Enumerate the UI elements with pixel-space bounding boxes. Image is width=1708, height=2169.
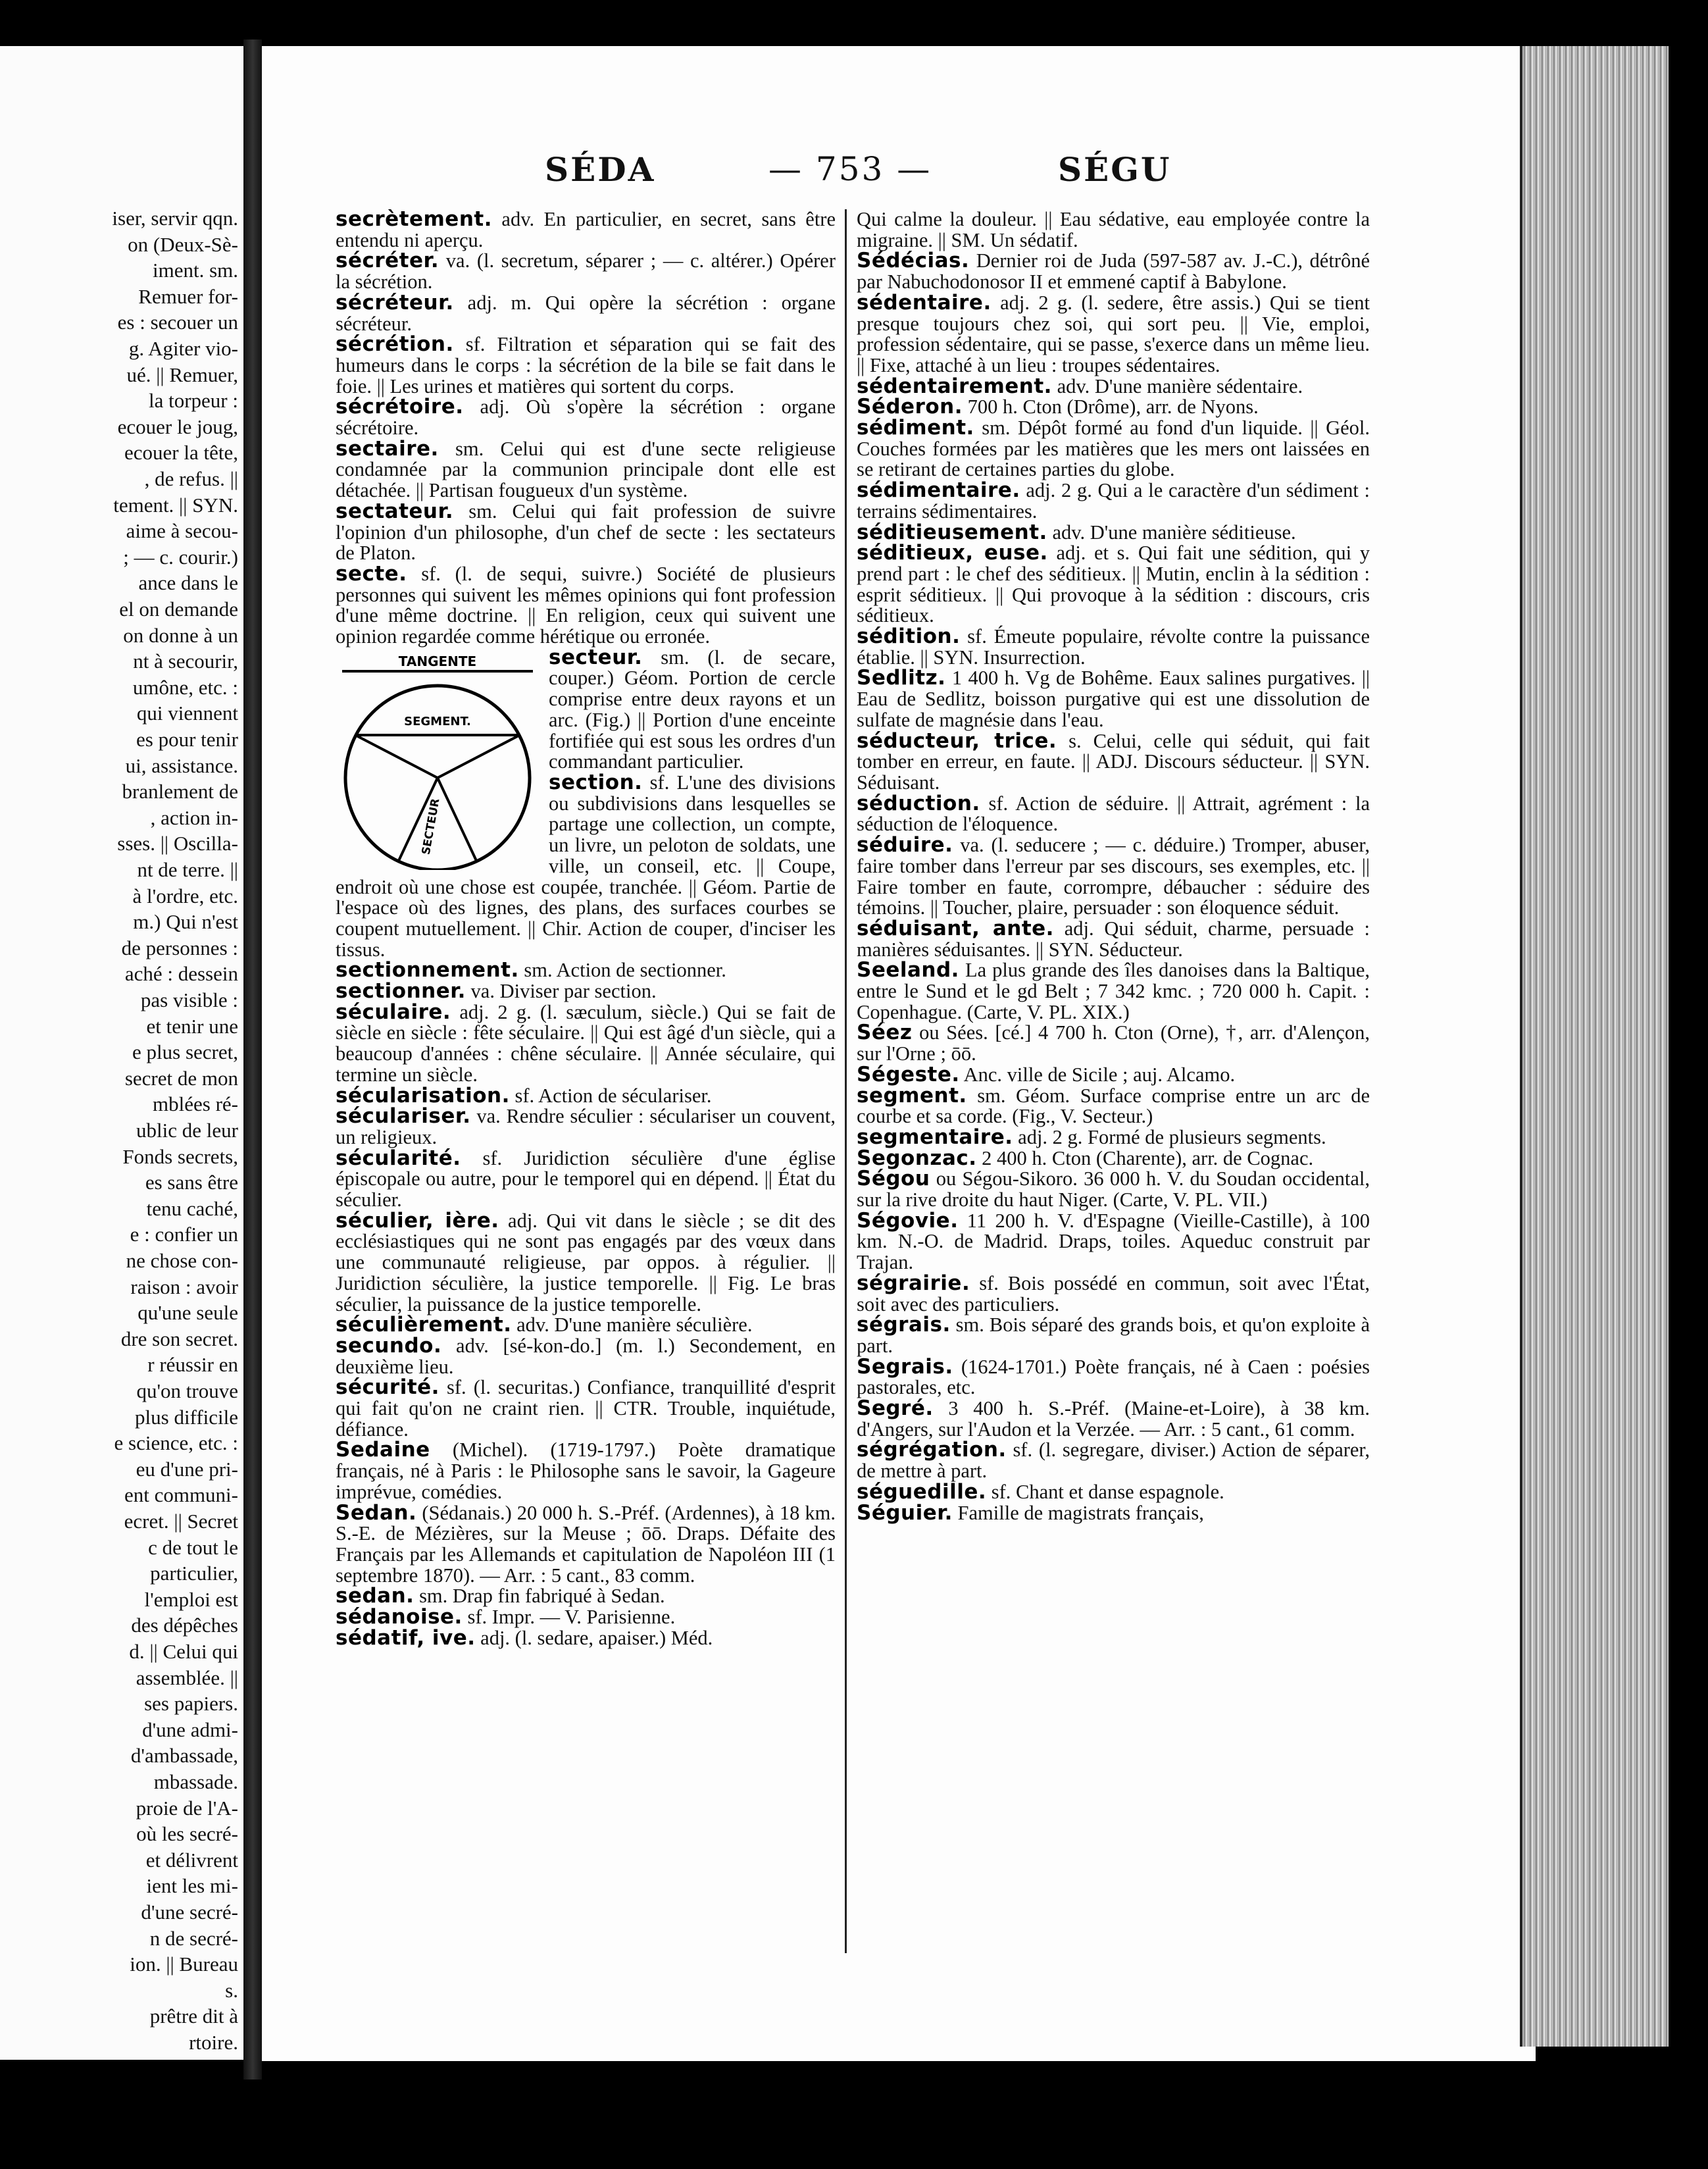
entry-headword: Seeland. — [857, 958, 959, 982]
left-page-line: ublic de leur — [136, 1119, 238, 1142]
left-page-line: où les secré- — [136, 1822, 238, 1846]
entry-headword: séduire. — [857, 833, 953, 857]
dictionary-entry — [857, 668, 1370, 730]
entry-definition: adj. (l. sedare, apaiser.) Méd. — [475, 1626, 713, 1649]
entry-headword: Séguier. — [857, 1500, 953, 1525]
segment-label: SEGMENT. — [404, 714, 471, 728]
dictionary-entry — [857, 1398, 1370, 1440]
left-page-line: tement. || SYN. — [113, 493, 238, 517]
entry-headword: Sédécias. — [857, 249, 970, 273]
dictionary-entry — [857, 1148, 1370, 1169]
left-page-line: el on demande — [119, 598, 238, 621]
entry-definition: sm. Géom. Surface comprise entre un arc de courbe et sa corde. (Fig., V. Secteur.) — [857, 1084, 1370, 1128]
entry-definition: 3 400 h. S.-Préf. (Maine-et-Loire), à 38 km. d'Angers, sur l'Audon et la Verzée. — Arr. : 5 cant., 61 comm. — [857, 1397, 1370, 1441]
entry-definition: adj. 2 g. (l. sæculum, siècle.) Qui se fait de siècle en siècle : fête séculaire. || Qui est âgé d'un siècle, qui a beaucoup d'années : chêne séculaire. || Année séculaire, qui termine un siècle. — [336, 1000, 836, 1086]
left-page-line: et tenir une — [146, 1014, 238, 1038]
entry-definition: (Michel). (1719-1797.) Poète dramatique français, né à Paris : le Philosophe sans le savoir, la Gageure imprévue, comédies. — [336, 1439, 836, 1503]
dictionary-entry — [857, 543, 1370, 626]
entry-definition: va. (l. seducere ; — c. déduire.) Tromper, abuser, faire tomber dans l'erreur par ses discours, ses exemples, etc. || Faire tomber en faute, corrompre, débaucher : séduire des témoins. || Toucher, plaire, persuader : son éloquence séduit. — [857, 834, 1370, 919]
left-page-line: ui, assistance. — [125, 753, 238, 777]
entry-headword: séduction. — [857, 791, 980, 815]
left-page-line: secret de mon — [124, 1066, 238, 1090]
entry-definition: sm. Dépôt formé au fond d'un liquide. || Géol. Couches formées par les matières que les mers ont laissées en se retirant de certaines parties du globe. — [857, 417, 1370, 481]
entry-headword: séculariser. — [336, 1104, 471, 1129]
left-page-line: es : secouer un — [117, 311, 238, 334]
left-page-line: mbassade. — [153, 1770, 238, 1793]
dictionary-entry — [336, 251, 836, 292]
entry-definition: sf. L'une des divisions ou subdivisions dans lesquelles se partage une collection, un compte, un livre, un peloton de soldats, une ville, un conseil, etc. || Coupe, endroit où une chose est coupée, tranchée. || Géom. Partie de l'espace où des lignes, des plans, des surfaces courbes se coupent mutuellement. || Chir. Action de couper, d'inciser les tissus. — [336, 771, 836, 961]
left-page-line: on (Deux-Sè- — [128, 232, 238, 256]
dictionary-entry — [336, 1586, 836, 1607]
entry-headword: séguedille. — [857, 1479, 987, 1504]
dictionary-entry — [857, 397, 1370, 418]
radius-line — [438, 778, 477, 862]
dictionary-entry — [857, 791, 1370, 836]
entry-headword: séduisant, ante. — [857, 916, 1054, 940]
entry-definition: adj. Qui vit dans le siècle ; se dit des ecclésiastiques qui ne sont pas engagés par des vœux dans une communauté religieuse, par oppos. à régulier. || Juridiction séculière, la justice temporelle. || Fig. Le bras séculier, la puissance de la justice temporelle. — [336, 1209, 836, 1315]
left-page-line: s. — [225, 1978, 238, 2002]
dictionary-entry — [857, 916, 1370, 961]
entry-definition: Dernier roi de Juda (597-587 av. J.-C.), détrôné par Nabuchodonosor II et emmené captif à Babylone. — [857, 249, 1370, 293]
dictionary-entry — [857, 209, 1370, 251]
entry-headword: segmentaire. — [857, 1125, 1013, 1149]
dictionary-entry — [857, 1062, 1370, 1086]
entry-headword: Sedaine — [336, 1438, 430, 1462]
entry-headword: sédition. — [857, 625, 961, 649]
dictionary-entry — [336, 1002, 836, 1086]
entry-definition: adv. D'une manière sédentaire. — [1051, 374, 1303, 397]
dictionary-entry — [336, 960, 836, 981]
entry-headword: sédanoise. — [336, 1605, 463, 1629]
dictionary-entry — [336, 1377, 836, 1440]
entry-definition: sf. Juridiction séculière d'une église épiscopale ou autre, pour le temporel qui en dépend. || État du séculier. — [336, 1146, 836, 1212]
entry-definition: sf. (l. securitas.) Confiance, tranquillité d'esprit qui fait qu'on ne craint rien. || CTR. Trouble, inquiétude, défiance. — [336, 1376, 836, 1441]
left-page-line: sses. || Oscilla- — [117, 832, 238, 855]
left-page-line: ion. || Bureau — [130, 1952, 238, 1976]
dictionary-entry — [336, 436, 836, 502]
dictionary-entry — [857, 626, 1370, 668]
entry-headword: sedan. — [336, 1584, 414, 1608]
dictionary-entry — [857, 728, 1370, 794]
entry-definition: adj. Où s'opère la sécrétion : organe sécrétoire. — [336, 396, 836, 440]
left-page-line: Remuer for- — [138, 284, 238, 308]
dictionary-entry — [857, 1315, 1370, 1356]
entry-headword: sédimentaire. — [857, 478, 1020, 503]
left-page-line: proie de l'A- — [136, 1796, 238, 1820]
left-page-line: ses papiers. — [144, 1692, 238, 1716]
radius-line — [355, 735, 438, 778]
left-page-line: iment. sm. — [152, 259, 238, 282]
book-spine — [243, 39, 262, 2080]
left-page-line: rtoire. — [189, 2031, 238, 2054]
dictionary-entry — [336, 1208, 836, 1315]
dictionary-entry — [336, 334, 836, 397]
left-page-line: iser, servir qqn. — [112, 207, 238, 230]
right-column — [857, 209, 1370, 1523]
entry-definition: La plus grande des îles danoises dans la Baltique, entre le Sund et le gd Belt ; 7 342 kmc. ; 720 000 h. Capit. : Copenhague. (Carte, V. PL. XIX.) — [857, 959, 1370, 1023]
left-page-line: raison : avoir — [130, 1275, 238, 1298]
left-page-line: qui viennent — [136, 702, 238, 725]
entry-headword: sectionnement. — [336, 958, 519, 982]
left-page-line: nt de terre. || — [137, 858, 238, 881]
dictionary-entry — [857, 376, 1370, 397]
entry-headword: séditieusement. — [857, 520, 1047, 544]
entry-headword: séditieux, euse. — [857, 541, 1048, 565]
entry-headword: sectateur. — [336, 499, 454, 523]
entry-headword: séducteur, trice. — [857, 728, 1057, 753]
left-page-line: m.) Qui n'est — [133, 910, 238, 934]
entry-headword: sectaire. — [336, 436, 439, 461]
left-page-line: ; — c. courir.) — [123, 545, 238, 569]
entry-definition: Famille de magistrats français, — [952, 1501, 1204, 1524]
left-page-line: r réussir en — [147, 1353, 238, 1377]
entry-headword: sécularité. — [336, 1146, 461, 1170]
dictionary-entry — [336, 981, 836, 1002]
entry-headword: séculaire. — [336, 1000, 451, 1024]
left-page-line: e : confier un — [130, 1223, 238, 1246]
entry-headword: sédentairement. — [857, 374, 1052, 398]
entry-definition: sf. Action de séculariser. — [509, 1084, 712, 1107]
left-page-line: c de tout le — [148, 1535, 238, 1559]
entry-headword: Ségou — [857, 1167, 930, 1191]
left-page-line: e plus secret, — [132, 1040, 238, 1064]
dictionary-entry — [336, 1440, 836, 1502]
entry-definition: 11 200 h. V. d'Espagne (Vieille-Castille), à 100 km. N.-O. de Madrid. Draps, toiles. Aqueduc construit par Trajan. — [857, 1209, 1370, 1274]
left-page-line: aime à secou- — [126, 519, 238, 543]
running-head-right: SÉGU — [1058, 150, 1172, 189]
dictionary-entry — [857, 1479, 1370, 1504]
entry-definition: sm. Action de sectionner. — [518, 959, 726, 982]
entry-headword: sécréteur. — [336, 290, 454, 315]
entry-definition: adj. 2 g. Qui a le caractère d'un sédiment : terrains sédimentaires. — [857, 479, 1370, 523]
entry-definition: va. Diviser par section. — [465, 980, 657, 1003]
running-head-left: SÉDA — [545, 150, 656, 189]
left-page-line: des dépêches — [131, 1614, 238, 1637]
entry-headword: sédiment. — [857, 416, 974, 440]
left-page-line: nt à secourir, — [133, 650, 238, 673]
entry-headword: sécrétion. — [336, 332, 454, 357]
left-page-line: qu'une seule — [138, 1301, 238, 1325]
entry-headword: segment. — [857, 1083, 967, 1108]
left-page-line: e science, etc. : — [114, 1431, 238, 1455]
entry-definition: ou Ségou-Sikoro. 36 000 h. V. du Soudan occidental, sur la rive droite du haut Niger. (Carte, V. PL. VII.) — [857, 1167, 1370, 1212]
dictionary-entry — [857, 251, 1370, 292]
left-page-line: ecouer le joug, — [117, 415, 238, 438]
entry-headword: Ségeste. — [857, 1062, 960, 1086]
dictionary-entry — [336, 1315, 836, 1336]
entry-definition: sm. Bois séparé des grands bois, et qu'on exploite à part. — [857, 1314, 1370, 1357]
entry-headword: Segrais. — [857, 1354, 953, 1379]
entry-headword: secundo. — [336, 1333, 442, 1358]
entry-definition: adv. [sé-kon-do.] (m. l.) Secondement, en deuxième lieu. — [336, 1334, 836, 1378]
tangent-label: TANGENTE — [398, 653, 477, 669]
entry-definition: 2 400 h. Cton (Charente), arr. de Cognac. — [976, 1146, 1314, 1169]
entry-definition: (1624-1701.) Poète français, né à Caen : poésies pastorales, etc. — [857, 1355, 1370, 1399]
entry-definition: 700 h. Cton (Drôme), arr. de Nyons. — [963, 396, 1259, 419]
dictionary-entry — [336, 290, 836, 335]
entry-headword: sectionner. — [336, 979, 466, 1004]
dictionary-entry — [857, 520, 1370, 544]
entry-headword: sécurité. — [336, 1375, 440, 1400]
left-page-line: particulier, — [150, 1562, 238, 1585]
dictionary-entry — [857, 1440, 1370, 1481]
entry-definition: adj. 2 g. Formé de plusieurs segments. — [1013, 1125, 1326, 1148]
dictionary-entry — [857, 418, 1370, 480]
entry-definition: sm. Drap fin fabriqué à Sedan. — [414, 1585, 665, 1608]
left-column — [336, 209, 836, 1649]
left-page-line: es pour tenir — [136, 728, 238, 751]
entry-definition: adj. 2 g. (l. sedere, être assis.) Qui se tient presque toujours chez soi, qui sort peu. || Vie, emploi, profession sédentaire, qui se passe, s'exerce dans un même lieu. || Fixe, attaché à un lieu : troupes sédentaires. — [857, 291, 1370, 376]
entry-definition: sf. (l. de sequi, suivre.) Société de plusieurs personnes qui suivent les mêmes opinions qui font profession d'une même doctrine. || En religion, ceux qui suivent une opinion regardée comme hérétique ou erronée. — [336, 562, 836, 648]
entry-definition: adj. m. Qui opère la sécrétion : organe sécréteur. — [336, 291, 836, 335]
entry-headword: sécréter. — [336, 249, 440, 273]
left-page-line: es sans être — [145, 1171, 238, 1194]
left-page-fragment — [0, 46, 243, 2060]
entry-definition: sf. Filtration et séparation qui se fait des humeurs dans le corps : la sécrétion de la bile se fait dans le foie. || Les urines et matières qui sortent du corps. — [336, 333, 836, 397]
dictionary-entry — [857, 1500, 1370, 1525]
entry-definition: Anc. ville de Sicile ; auj. Alcamo. — [959, 1063, 1236, 1086]
entry-headword: Segré. — [857, 1396, 934, 1421]
left-page-line: d'une secré- — [141, 1901, 238, 1924]
left-page-line: qu'on trouve — [136, 1379, 238, 1402]
entry-definition: adv. En particulier, en secret, sans être entendu ni aperçu. — [336, 208, 836, 251]
dictionary-entry — [336, 1625, 836, 1650]
entry-definition: sf. Impr. — V. Parisienne. — [462, 1606, 676, 1629]
left-page-line: , action in- — [150, 805, 238, 829]
left-page-line: et délivrent — [145, 1848, 238, 1872]
dictionary-entry — [336, 1607, 836, 1628]
column-divider — [845, 209, 847, 1953]
page-number: — 753 — — [768, 150, 932, 188]
entry-definition: adv. D'une manière séculière. — [511, 1314, 753, 1337]
dictionary-entry — [857, 1208, 1370, 1274]
entry-definition: sf. Action de séduire. || Attrait, agrément : la séduction de l'éloquence. — [857, 792, 1370, 836]
left-page-line: ecouer la tête, — [124, 441, 238, 465]
entry-headword: ségrais. — [857, 1313, 951, 1337]
left-page-line: pas visible : — [140, 988, 238, 1011]
entry-definition: sf. (l. segregare, diviser.) Action de séparer, de mettre à part. — [857, 1439, 1370, 1483]
left-page-line: mblées ré- — [153, 1092, 238, 1116]
left-page-line: prêtre dit à — [149, 2004, 238, 2028]
dictionary-entry — [336, 1083, 836, 1108]
left-page-line: umône, etc. : — [132, 675, 238, 699]
left-page-line: la torpeur : — [148, 389, 238, 413]
entry-definition: va. Rendre séculier : séculariser un couvent, un religieux. — [336, 1105, 836, 1148]
entry-headword: secteur. — [549, 645, 643, 669]
dictionary-entry — [857, 290, 1370, 376]
dictionary-entry — [857, 1354, 1370, 1399]
left-page-line: d'une admi- — [142, 1718, 238, 1741]
sector-label: SECTEUR — [419, 797, 443, 856]
left-page-line: on donne à un — [123, 623, 238, 647]
dictionary-entry — [336, 1106, 836, 1148]
dictionary-entry — [857, 1169, 1370, 1210]
dictionary-entry — [857, 480, 1370, 522]
dictionary-entry — [857, 1273, 1370, 1315]
entry-definition: s. Celui, celle qui séduit, qui fait tomber en erreur, en faute. || ADJ. Discours séducteur. || SYN. Séduisant. — [857, 729, 1370, 794]
page-header — [262, 150, 1536, 196]
left-page-line: ent communi- — [124, 1483, 238, 1507]
entry-headword: sédentaire. — [857, 290, 992, 315]
page-edges — [1520, 46, 1669, 2047]
left-page-line: d. || Celui qui — [129, 1640, 238, 1663]
left-page-line: aché : dessein — [124, 962, 238, 986]
entry-headword: secrètement. — [336, 207, 493, 231]
left-page-line: n de secré- — [149, 1926, 238, 1950]
left-page-line: g. Agiter vio- — [128, 337, 238, 360]
dictionary-entry — [857, 960, 1370, 1023]
dictionary-entry — [857, 1127, 1370, 1148]
left-page-line: assemblée. || — [136, 1666, 238, 1689]
entry-definition: ou Sées. [cé.] 4 700 h. Cton (Orne), †, arr. d'Alençon, sur l'Orne ; ōō. — [857, 1021, 1370, 1065]
left-page-line: ecret. || Secret — [124, 1510, 238, 1533]
left-page-line: de personnes : — [121, 936, 238, 959]
entry-definition: sf. Chant et danse espagnole. — [986, 1480, 1224, 1503]
entry-headword: sécularisation. — [336, 1083, 510, 1108]
left-page-line: Fonds secrets, — [122, 1144, 238, 1168]
dictionary-entry — [336, 501, 836, 564]
entry-headword: Ségovie. — [857, 1208, 959, 1233]
dictionary-entry — [336, 1148, 836, 1211]
entry-headword: Sedlitz. — [857, 666, 946, 690]
entry-headword: Segonzac. — [857, 1146, 977, 1170]
dictionary-entry — [336, 209, 836, 251]
entry-definition: 1 400 h. Vg de Bohême. Eaux salines purgatives. || Eau de Sedlitz, boisson purgative qui est une dissolution de sulfate de magnésie dans l'eau. — [857, 667, 1370, 731]
dictionary-entry — [336, 1333, 836, 1378]
left-page-line: branlement de — [122, 780, 238, 804]
dictionary-entry — [857, 835, 1370, 919]
entry-definition: adj. Qui séduit, charme, persuade : manières séduisantes. || SYN. Séducteur. — [857, 917, 1370, 961]
left-page-line: eu d'une pri- — [136, 1457, 238, 1481]
entry-definition: sm. (l. de secare, couper.) Géom. Portion de cercle comprise entre deux rayons et un arc. (Fig.) || Portion d'une enceinte fortifiée qui est sous les ordres d'un commandant particulier. — [549, 646, 836, 773]
entry-definition: (Sédanais.) 20 000 h. S.-Préf. (Ardennes), à 18 km. S.-E. de Mézières, sur la Meuse ; ōō. Draps. Défaite des Français par les Allemands et capitulation de Napoléon III (1 septembre 1870). — Arr. : 5 cant., 83 comm. — [336, 1501, 836, 1587]
dictionary-entry — [336, 397, 836, 438]
entry-definition: sm. Celui qui est d'une secte religieuse condamnée par la communion principale dont elle est détachée. || Partisan fougueux d'un système. — [336, 437, 836, 502]
entry-headword: ségrégation. — [857, 1438, 1007, 1462]
left-page-line: ance dans le — [138, 571, 238, 595]
entry-definition: va. (l. secretum, séparer ; — c. altérer.) Opérer la sécrétion. — [336, 249, 836, 293]
entry-headword: sécrétoire. — [336, 395, 464, 419]
left-page-line: ient les mi- — [146, 1874, 238, 1898]
dictionary-entry — [336, 1500, 836, 1587]
entry-headword: séculier, ière. — [336, 1208, 499, 1233]
dictionary-entry — [857, 1083, 1370, 1128]
dictionary-entry — [857, 1023, 1370, 1064]
left-page-line: tenu caché, — [146, 1196, 238, 1220]
left-page-line: à l'ordre, etc. — [132, 884, 238, 907]
entry-definition: sf. Bois possédé en commun, soit avec l'État, soit avec des particuliers. — [857, 1271, 1370, 1315]
sector-illustration — [336, 653, 540, 870]
dictionary-entry — [336, 561, 836, 648]
entry-definition: sm. Celui qui fait profession de suivre l'opinion d'un philosophe, d'un chef de secte : les sectateurs de Platon. — [336, 499, 836, 565]
radius-line — [438, 735, 520, 778]
entry-headword: séculièrement. — [336, 1313, 512, 1337]
entry-headword: Sedan. — [336, 1500, 417, 1525]
entry-definition: sf. Émeute populaire, révolte contre la puissance établie. || SYN. Insurrection. — [857, 625, 1370, 669]
entry-headword: ségrairie. — [857, 1271, 970, 1295]
left-page-line: d'ambassade, — [130, 1744, 238, 1768]
entry-definition: Qui calme la douleur. || Eau sédative, eau employée contre la migraine. || SM. Un sédatif. — [857, 208, 1370, 251]
left-page-line: , de refus. || — [144, 467, 238, 490]
entry-headword: Séez — [857, 1021, 913, 1045]
left-page-line: dre son secret. — [120, 1327, 238, 1350]
entry-definition: adv. D'une manière séditieuse. — [1047, 521, 1296, 544]
entry-definition: adj. et s. Qui fait une sédition, qui y prend part : le chef des séditieux. || Mutin, enclin à la sédition : esprit séditieux. || Qui provoque à la sédition : discours, cris séditieux. — [857, 542, 1370, 627]
entry-headword: sédatif, ive. — [336, 1625, 476, 1650]
left-page-line: ué. || Remuer, — [126, 363, 238, 386]
left-page-line: l'emploi est — [144, 1587, 238, 1611]
entry-headword: secte. — [336, 561, 407, 586]
entry-headword: section. — [549, 770, 643, 794]
left-page-line: plus difficile — [135, 1405, 238, 1429]
entry-headword: Séderon. — [857, 395, 963, 419]
left-page-line: ne chose con- — [126, 1249, 238, 1272]
